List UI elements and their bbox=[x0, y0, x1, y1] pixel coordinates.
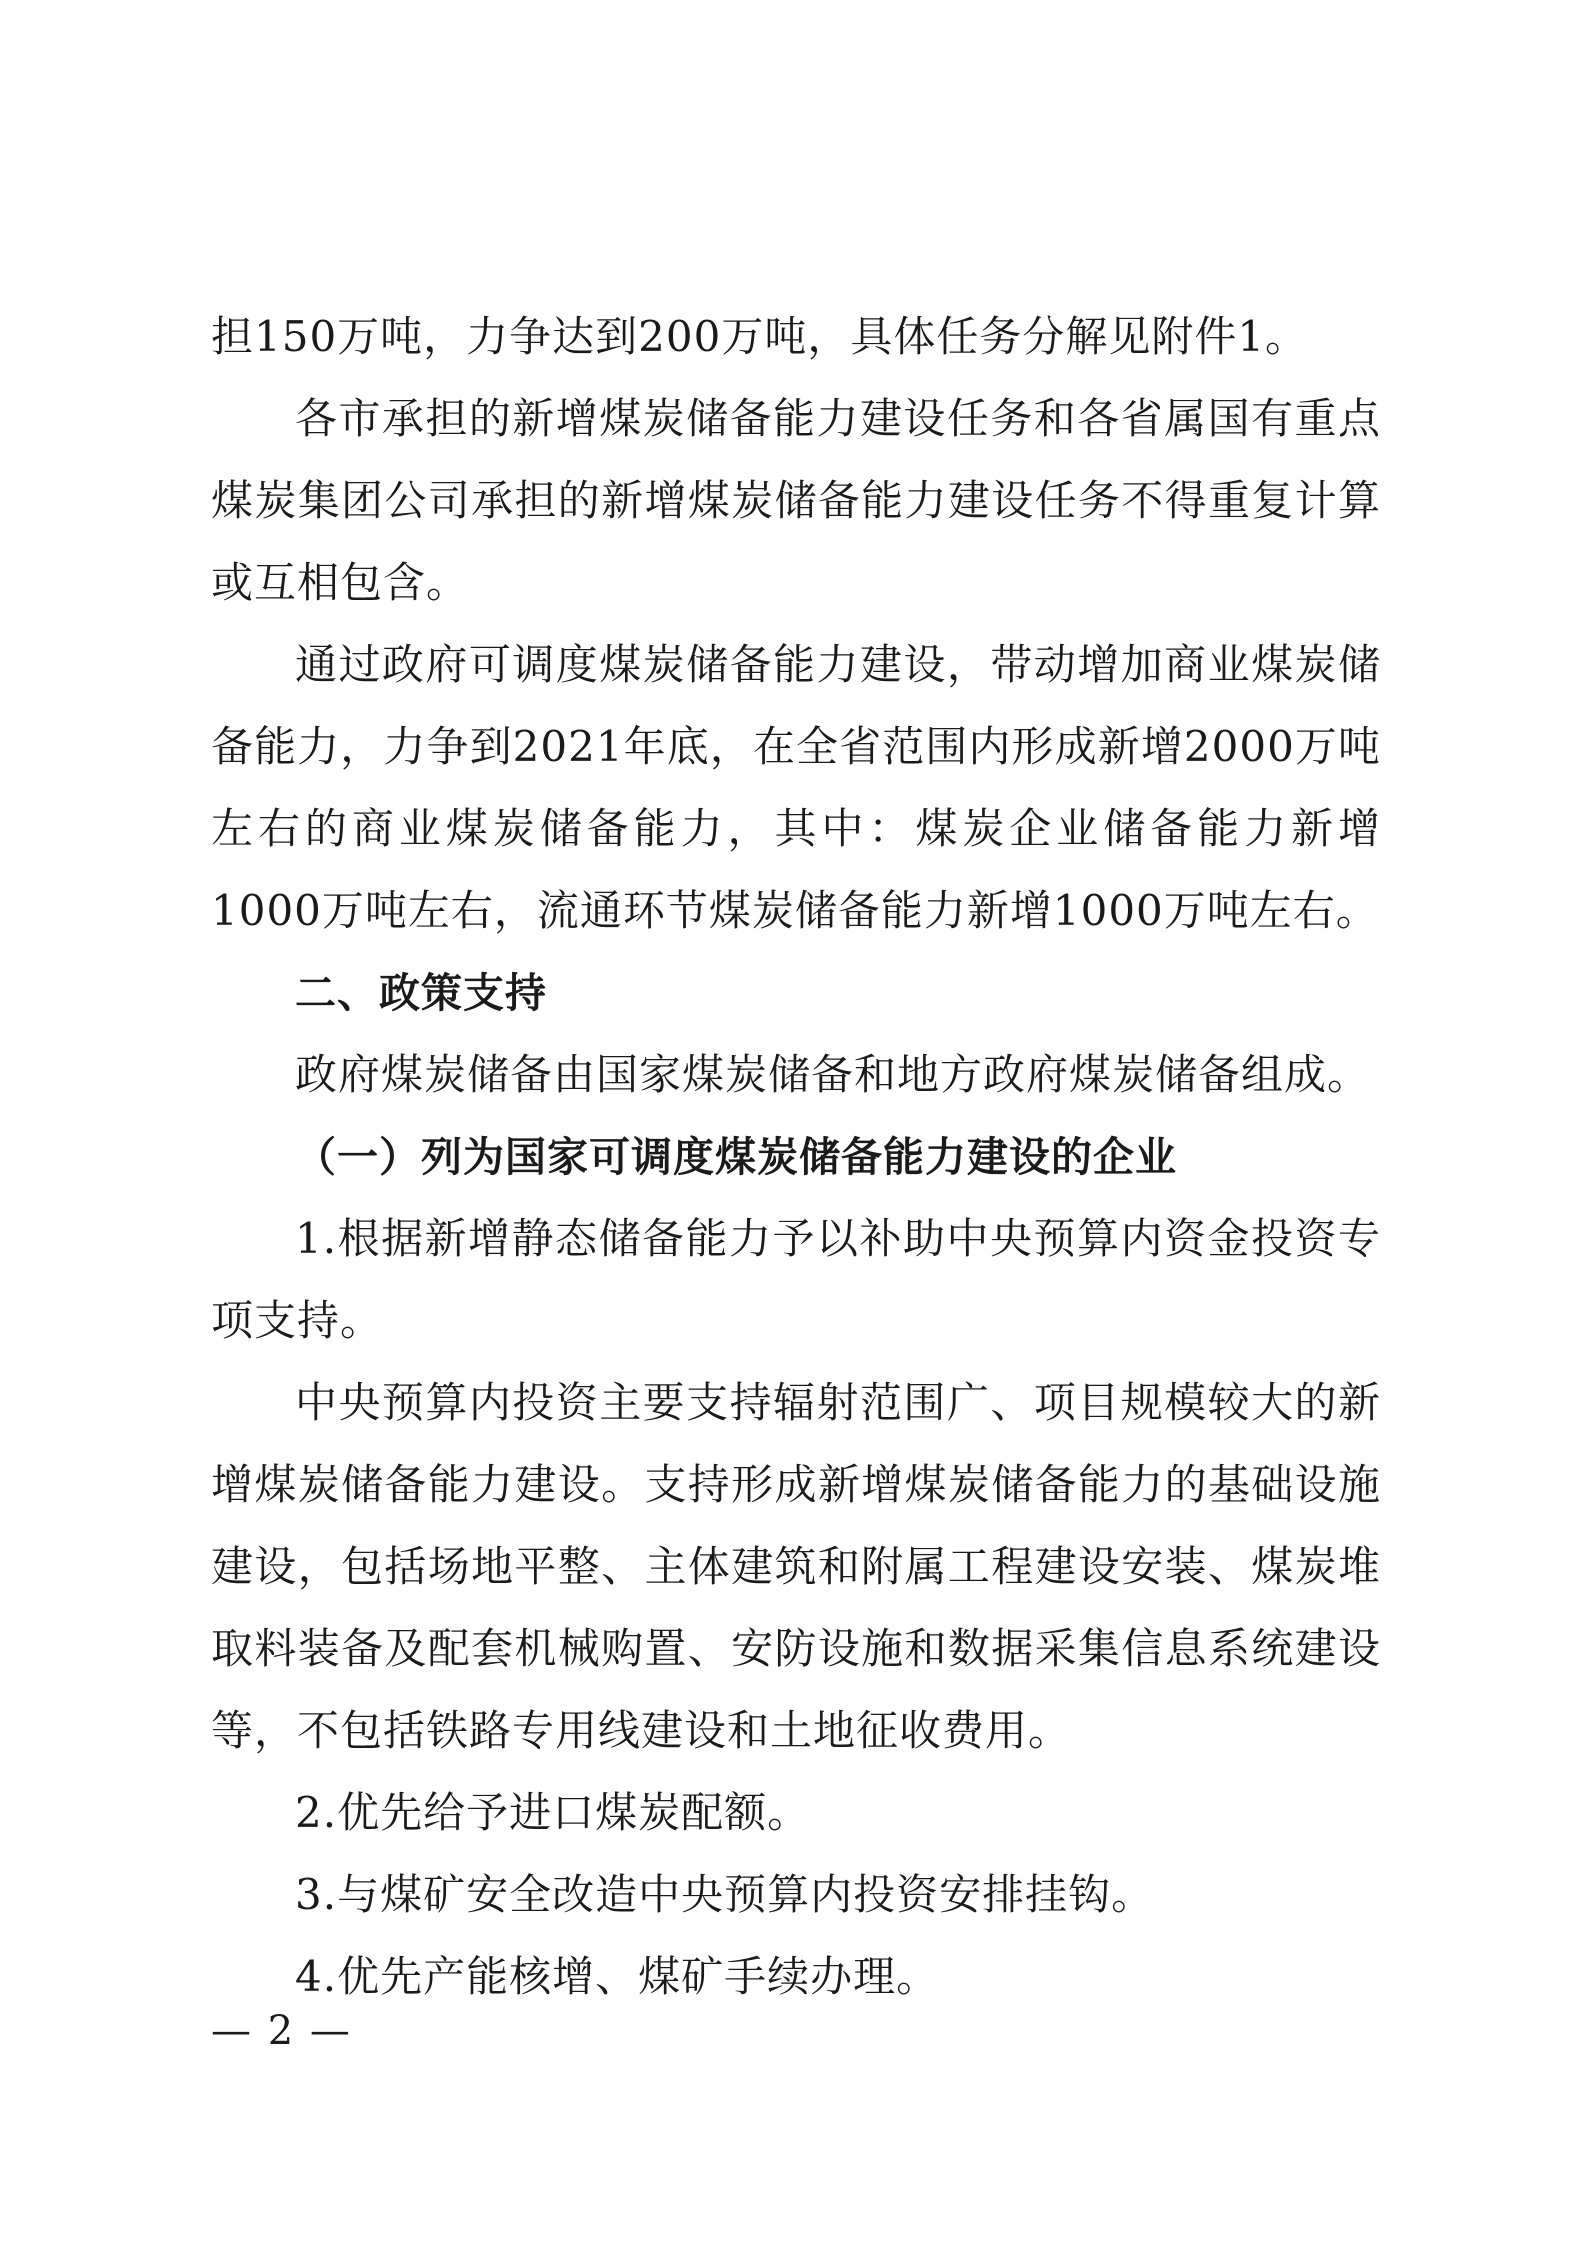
paragraph-continuation: 担150万吨，力争达到200万吨，具体任务分解见附件1。 bbox=[211, 312, 1309, 361]
subsection-heading-national-reserve: （一）列为国家可调度煤炭储备能力建设的企业 bbox=[295, 1133, 1177, 1181]
paragraph-commercial-reserve: 通过政府可调度煤炭储备能力建设，带动增加商业煤炭储备能力，力争到2021年底，在全省范围内形成新增2000万吨左右的商业煤炭储备能力，其中：煤炭企业储备能力新增1000万吨左右，流通环节煤炭储备能力新增1000万吨左右。 bbox=[211, 640, 1381, 935]
list-item-safety-investment: 3.与煤矿安全改造中央预算内投资安排挂钩。 bbox=[295, 1870, 1155, 1919]
list-item-import-quota: 2.优先给予进口煤炭配额。 bbox=[295, 1788, 811, 1837]
paragraph-reserve-composition: 政府煤炭储备由国家煤炭储备和地方政府煤炭储备组成。 bbox=[295, 1050, 1371, 1099]
list-item-capacity-approval: 4.优先产能核增、煤矿手续办理。 bbox=[295, 1952, 940, 2001]
page-number: — 2 — bbox=[211, 2008, 352, 2054]
list-item-subsidy: 1.根据新增静态储备能力予以补助中央预算内资金投资专项支持。 bbox=[211, 1214, 1381, 1345]
section-heading-policy-support: 二、政策支持 bbox=[295, 969, 547, 1017]
paragraph-central-investment: 中央预算内投资主要支持辐射范围广、项目规模较大的新增煤炭储备能力建设。支持形成新增煤炭储备能力的基础设施建设，包括场地平整、主体建筑和附属工程建设安装、煤炭堆取料装备及配套机械购置、安防设施和数据采集信息系统建设等，不包括铁路专用线建设和土地征收费用。 bbox=[211, 1378, 1381, 1755]
paragraph-task-no-duplicate: 各市承担的新增煤炭储备能力建设任务和各省属国有重点煤炭集团公司承担的新增煤炭储备能力建设任务不得重复计算或互相包含。 bbox=[211, 394, 1381, 607]
document-body bbox=[211, 296, 1381, 2018]
